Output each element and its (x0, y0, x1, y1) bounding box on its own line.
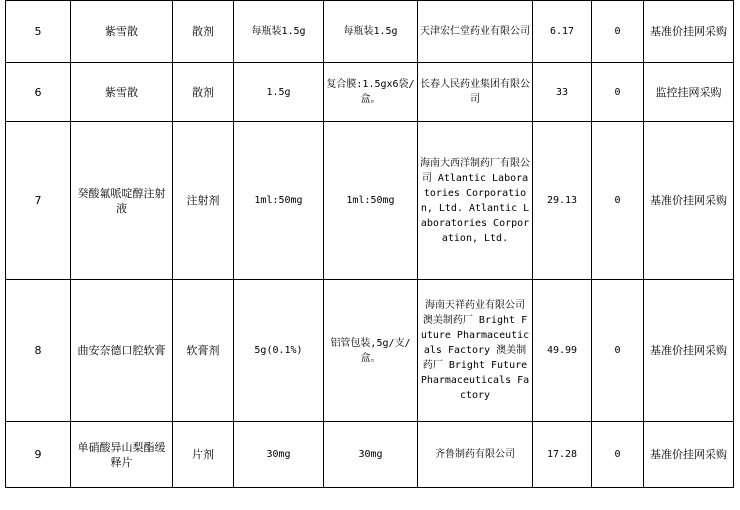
specification: 1ml:50mg (234, 122, 324, 280)
drug-name: 紫雪散 (71, 63, 173, 122)
table-row (6, 280, 734, 422)
drug-name: 紫雪散 (71, 1, 173, 63)
drug-name: 曲安奈德口腔软膏 (71, 280, 173, 422)
price: 33 (533, 63, 592, 122)
manufacturer: 海南大西洋制药厂有限公司 Atlantic Laboratories Corporation, Ltd. Atlantic Laboratories Corporation, Ltd. (418, 122, 533, 280)
manufacturer: 天津宏仁堂药业有限公司 (418, 1, 533, 63)
row-number: 9 (6, 422, 71, 488)
dosage-form: 散剂 (173, 63, 234, 122)
specification: 30mg (234, 422, 324, 488)
procurement-mode: 基准价挂网采购 (644, 122, 734, 280)
packaging: 每瓶装1.5g (324, 1, 418, 63)
procurement-mode: 监控挂网采购 (644, 63, 734, 122)
table-row (6, 1, 734, 63)
table-row (6, 63, 734, 122)
row-number: 7 (6, 122, 71, 280)
drug-table (5, 0, 734, 488)
specification: 1.5g (234, 63, 324, 122)
flag-value: 0 (592, 1, 644, 63)
row-number: 6 (6, 63, 71, 122)
dosage-form: 软膏剂 (173, 280, 234, 422)
dosage-form: 散剂 (173, 1, 234, 63)
flag-value: 0 (592, 63, 644, 122)
flag-value: 0 (592, 280, 644, 422)
drug-name: 单硝酸异山梨酯缓释片 (71, 422, 173, 488)
packaging: 复合膜:1.5gx6袋/盒。 (324, 63, 418, 122)
row-number: 8 (6, 280, 71, 422)
price: 6.17 (533, 1, 592, 63)
drug-name: 癸酸氟哌啶醇注射液 (71, 122, 173, 280)
price: 49.99 (533, 280, 592, 422)
dosage-form: 片剂 (173, 422, 234, 488)
procurement-mode: 基准价挂网采购 (644, 280, 734, 422)
procurement-mode: 基准价挂网采购 (644, 1, 734, 63)
specification: 5g(0.1%) (234, 280, 324, 422)
manufacturer: 海南天祥药业有限公司 澳美制药厂 Bright Future Pharmaceuticals Factory 澳美制药厂 Bright Future Pharmaceuticals Factory (418, 280, 533, 422)
manufacturer: 长春人民药业集团有限公司 (418, 63, 533, 122)
procurement-mode: 基准价挂网采购 (644, 422, 734, 488)
manufacturer: 齐鲁制药有限公司 (418, 422, 533, 488)
flag-value: 0 (592, 422, 644, 488)
table-row (6, 422, 734, 488)
packaging: 1ml:50mg (324, 122, 418, 280)
row-number: 5 (6, 1, 71, 63)
packaging: 30mg (324, 422, 418, 488)
flag-value: 0 (592, 122, 644, 280)
packaging: 铝管包装,5g/支/盒。 (324, 280, 418, 422)
dosage-form: 注射剂 (173, 122, 234, 280)
price: 17.28 (533, 422, 592, 488)
price: 29.13 (533, 122, 592, 280)
table-row (6, 122, 734, 280)
specification: 每瓶装1.5g (234, 1, 324, 63)
